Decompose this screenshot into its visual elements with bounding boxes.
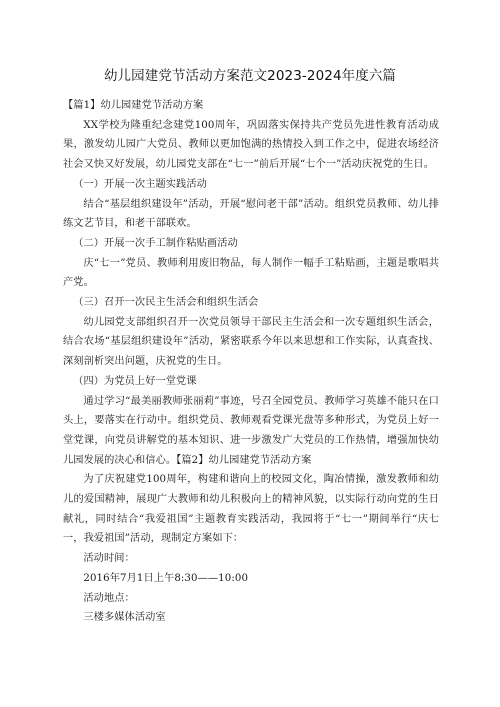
subsection-body-4 — [63, 392, 439, 471]
section-heading-1: 【篇1】幼儿园建党节活动方案 — [63, 100, 204, 111]
subsection-body-2: 庆“七一”党员、教师利用废旧物品，每人制作一幅手工粘贴画，主题是歌唱共产党。 — [63, 257, 439, 289]
activity-time-label: 活动时间： — [83, 553, 135, 565]
section2-paragraph: 为了庆祝建党100周年，构建和谐向上的校园文化，陶冶情操，激发教师和幼儿的爱国精神，展现广大教师和幼儿积极向上的精神风貌，以实际行动向党的生日献礼，同时结合“我爱祖国”主题教育实践活动，我园将于“七一”期间举行“庆七一，我爱祖国”活动，现制定方案如下： — [63, 474, 439, 545]
document-body — [63, 96, 439, 628]
subsection-body-4-text: 通过学习“最美丽教师张丽莉”事迹，号召全园党员、教师学习英雄不能只在口头上，要落实在行动中。组织党员、教师观看党课光盘等多种形式，为党员上好一堂党课，向党员讲解党的基本知识、进一步激发广大党员的工作热情，增强加快幼儿园发展的决心和信心。 — [63, 395, 439, 466]
subsection-title-3: （三）召开一次民主生活会和组织生活会 — [73, 297, 259, 309]
activity-place-value: 三楼多媒体活动室 — [83, 612, 166, 624]
subsection-body-3: 幼儿园党支部组织召开一次党员领导干部民主生活会和一次专题组织生活会，结合农场“基层组织建设年”活动，紧密联系今年以来思想和工作实际，认真查找、深刻剖析突出问题，庆祝党的生日。 — [63, 316, 439, 368]
intro-paragraph: XX学校为隆重纪念建党100周年，巩固落实保持共产党员先进性教育活动成果，激发幼儿园广大党员、教师以更加饱满的热情投入到工作之中，促进农场经济社会又快又好发展，幼儿园党支部在“七一”前后开展“七个一”活动庆祝党的生日。 — [63, 119, 439, 171]
subsection-title-1: （一）开展一次主题实践活动 — [73, 178, 207, 190]
subsection-title-4: （四）为党员上好一堂党课 — [73, 375, 197, 387]
subsection-title-2: （二）开展一次手工制作粘贴画活动 — [73, 237, 238, 249]
activity-time-value: 2016年7月1日上午8:30——10:00 — [83, 572, 249, 584]
subsection-body-1: 结合“基层组织建设年”活动，开展“慰问老干部”活动。组织党员教师、幼儿排练文艺节目，和老干部联欢。 — [63, 198, 439, 230]
section-heading-2: 【篇2】幼儿园建党节活动方案 — [176, 454, 312, 466]
document-title: 幼儿园建党节活动方案范文2023-2024年度六篇 — [103, 68, 397, 84]
activity-place-label: 活动地点： — [83, 592, 135, 604]
